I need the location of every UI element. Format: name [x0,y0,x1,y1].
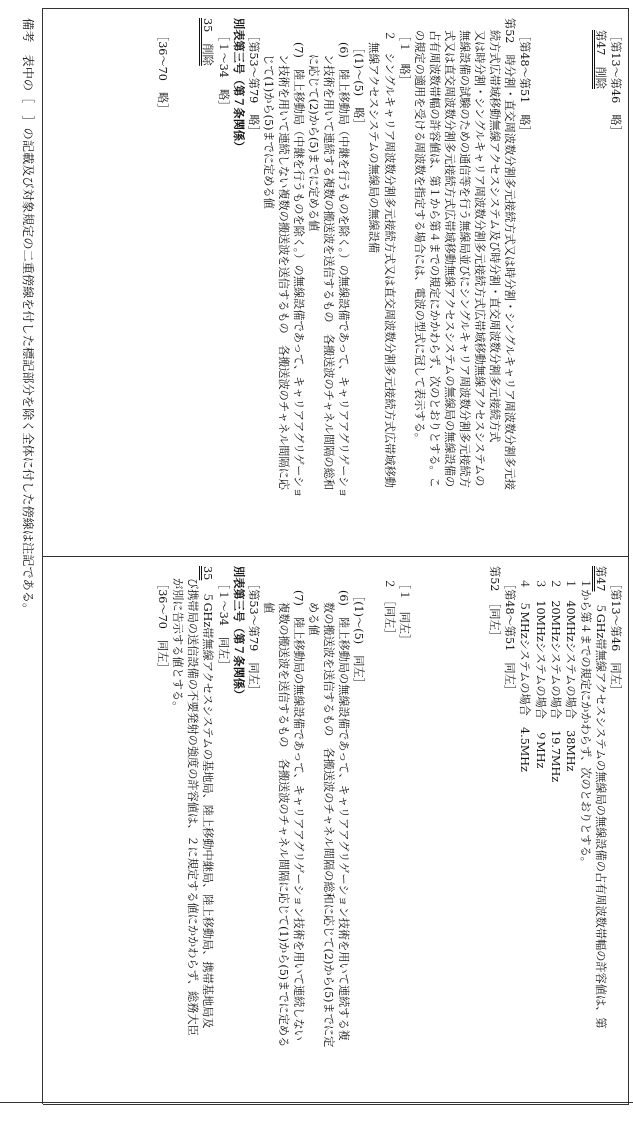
text-line: ［第48～第51 略］ [518,30,532,137]
text-line: 数の搬送波を送信するもの 各搬送波のチャネル間隔の総和に応じて(2)から(5)までに定 [322,602,336,1048]
comparison-table [17,8,629,1112]
text-line: ［第13～第46 同左］ [609,578,622,696]
text-line [427,566,442,1098]
text-line: (6) 陸上移動局の無線設備であって、キャリアアグリゲーション技術を用いて連続する複 [337,590,351,1041]
text-line: ［(1)～(5) 同左］ [352,590,366,689]
text-line: 複数の搬送波を送信するもの 各搬送波のチャネル間隔に応じて(1)から(5)までに定める [276,602,290,1048]
text-line: じて(1)から(5)までに定める値 [261,54,275,209]
text-line: 占有周波数帯幅の許容値は、第１から第４までの規定にかかわらず、次のとおりとする。こ [427,30,441,488]
table-left-border [43,8,629,9]
text-line: (7) 陸上移動局の無線設備であって、キャリアアグリゲーション技術を用いて連続しない [292,590,306,1041]
right-column [155,566,623,1098]
text-line: の規定の適用を受ける周波数を指定する場合には、電波の型式に冠して表示する。 [412,30,426,444]
text-line [472,566,487,1098]
text-line: ２ ［同左］ [382,578,396,640]
text-line: 35 ５GHz帯無線アクセスシステムの基地局、陸上移動中継局、陸上移動局、携帯基地局及 [201,566,215,1029]
text-line: ４ ５MHzシステムの場合 4.5MHz [518,578,532,772]
text-line [548,18,563,550]
text-line: ン技術を用いて連続する複数の搬送波を送信するもの 各搬送波のチャネル間隔の総和 [322,54,336,490]
text-line: 第47 削除 [593,30,607,89]
remark-note: 備考 表中の［ ］の記載及び対象規定の二重傍線を付した標記部分を除く全体に付した傍線は注記である。 [21,18,35,616]
text-line: が別に告示する値とする。 [171,578,185,713]
text-line: (6) 陸上移動局（中継を行うものを除く。）の無線設備であって、キャリアアグリゲーショ [337,42,351,499]
text-line: 第47 ５GHz帯無線アクセスシステムの無線局の無線設備の占有周波数帯幅の許容値は、第 [593,566,607,1029]
text-line: １から第４までの規定にかかわらず、次のとおりとする。 [578,578,592,868]
text-line: ［36～70 同左］ [156,578,170,674]
text-line: １ 40MHzシステムの場合 38MHz [563,578,577,772]
text-line [457,566,472,1098]
text-line: ［第13～第46 略］ [609,30,622,137]
text-line: ［第53～第79 略］ [246,30,260,137]
text-line: 第52 ［同左］ [488,566,502,642]
text-line: ン技術を用いて連続しない複数の搬送波を送信するもの 各搬送波のチャネル間隔に応 [276,54,290,490]
text-line: に応じて(2)から(5)までに定める値 [307,54,321,232]
text-line: 別表第三号（第７条関係） [231,18,246,153]
text-line: ［１～34 略］ [216,30,230,112]
text-line [442,566,457,1098]
left-column [155,18,623,550]
page-bottom-rule [0,1102,633,1103]
text-line: 続方式広帯域移動無線アクセスシステム及び時分割・直交周波数分割多元接続方式 [488,30,502,443]
text-line: ［１ 同左］ [397,578,411,646]
text-line: ［第48～第51 同左］ [503,578,517,696]
text-line: 式又は直交周波数分割多元接続方式広帯域移動無線アクセスシステムの無線局の無線設備の [442,30,456,488]
text-line [578,18,593,550]
text-line: める値 [307,602,321,636]
text-line: 第52 時分割・直交周波数分割多元接続方式又は時分割・シングルキャリア周波数分割多元接 [503,18,517,491]
text-line: び携帯局の送信設備の不要発射の強度の許容値は、２に規定する値にかかわらず、総務大臣 [186,578,200,1036]
text-line: ［１ 略］ [397,30,411,86]
text-line: ［36～70 略］ [156,30,170,115]
text-line [185,18,200,550]
text-line: ３ 10MHzシステムの場合 ９MHz [533,578,547,769]
text-line: 別表第三号（第７条関係） [231,566,246,701]
text-line: ［第53～第79 同左］ [246,578,260,696]
text-line: 35 削除 [201,18,215,66]
text-line [532,18,547,550]
text-line [412,566,427,1098]
text-line [170,18,185,550]
column-divider [43,556,629,557]
text-line: 又は時分割・シングルキャリア周波数分割多元接続方式広帯域移動無線アクセスシステムの [473,30,487,487]
text-line: ［１～34 同左］ [216,578,230,671]
text-line: (7) 陸上移動局（中継を行うものを除く。）の無線設備であって、キャリアアグリゲーショ [292,42,306,499]
text-line: ２ シングルキャリア周波数分割多元接続方式又は直交周波数分割多元接続方式広帯域移動 [382,30,396,488]
text-line: 値 [261,602,275,614]
table-right-border [43,1104,629,1105]
text-line: ［(1)～(5) 略］ [352,42,366,130]
text-line [366,566,381,1098]
text-line: ２ 20MHzシステムの場合 19.7MHz [548,578,562,783]
text-line: 無線アクセスシステムの無線局の無線設備 [367,42,381,254]
text-line [563,18,578,550]
text-line: 無線設備の試験のための通信等を行う無線局並びにシングルキャリア周波数分割多元接続方 [458,30,472,488]
